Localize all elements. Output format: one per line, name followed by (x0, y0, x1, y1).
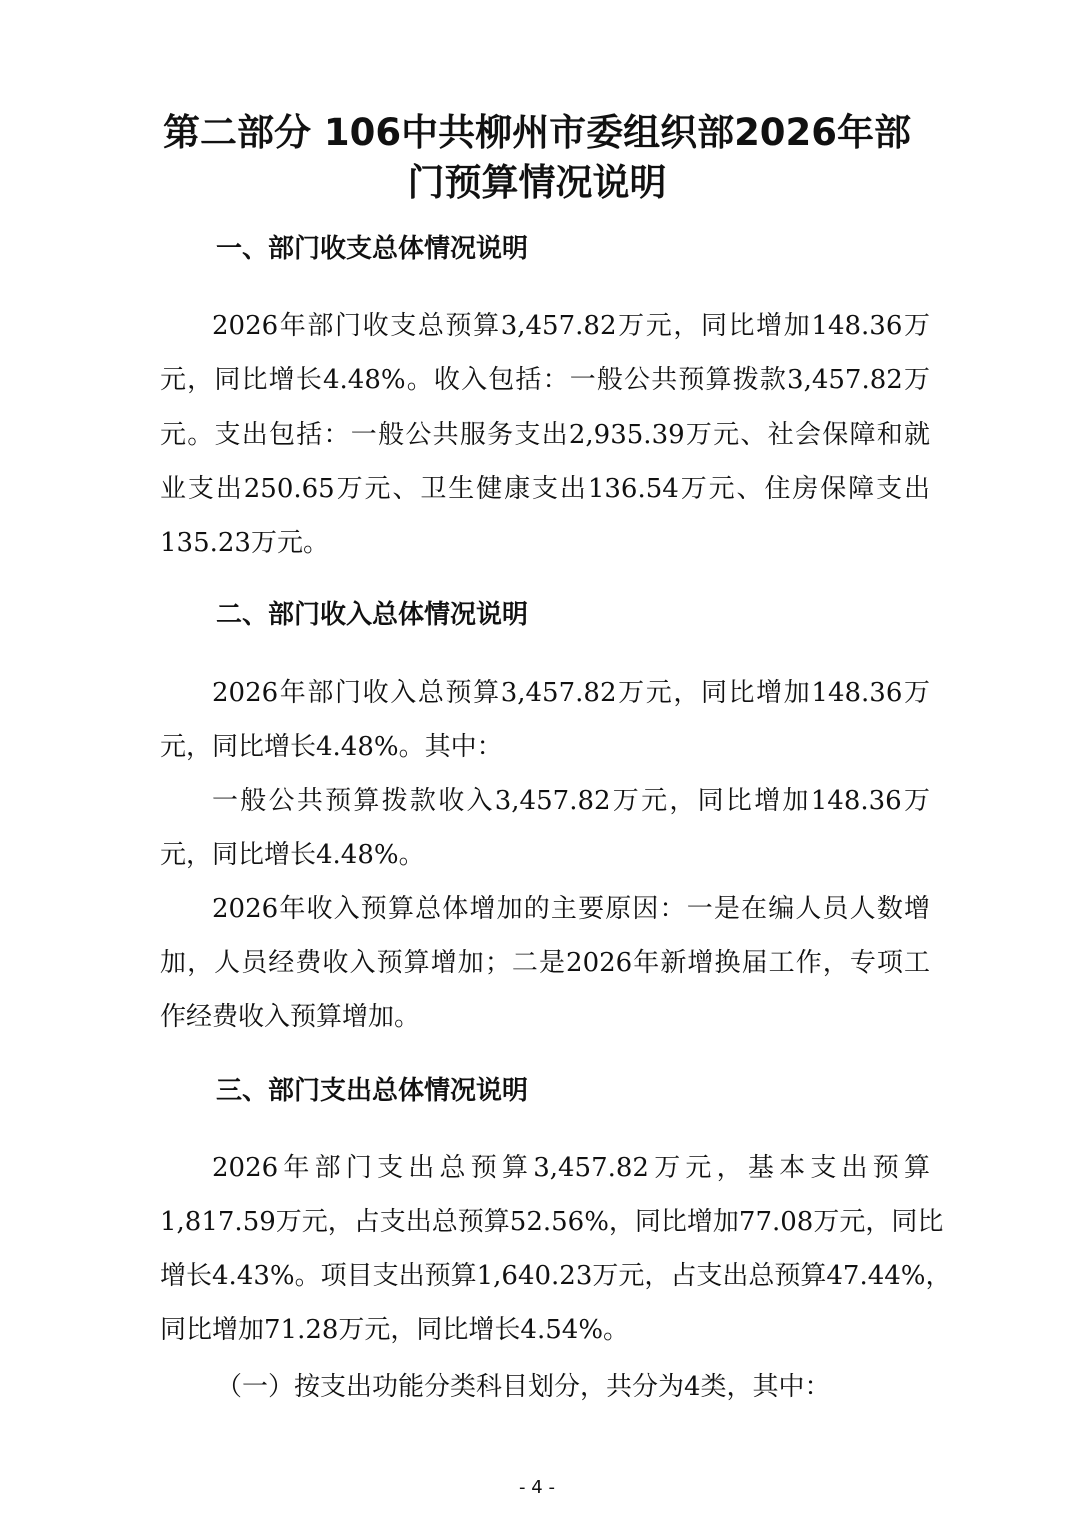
section2-line: 2026年部门收入总预算3,457.82万元，同比增加148.36万 (212, 678, 930, 708)
section3-line: 同比增加71.28万元，同比增长4.54%。 (160, 1315, 630, 1345)
page-title-line1: 第二部分 106中共柳州市委组织部2026年部 (162, 111, 912, 154)
section3-line: 增长4.43%。项目支出预算1,640.23万元，占支出总预算47.44%， (160, 1261, 952, 1291)
section3-line: 1,817.59万元，占支出总预算52.56%，同比增加77.08万元，同比 (160, 1207, 944, 1237)
section1-line: 135.23万元。 (160, 528, 329, 558)
section3-heading: 三、部门支出总体情况说明 (216, 1076, 529, 1106)
section2-line: 元，同比增长4.48%。 (160, 840, 425, 870)
section2-heading: 二、部门收入总体情况说明 (216, 600, 529, 630)
section2-line: 一般公共预算拨款收入3,457.82万元，同比增加148.36万 (212, 786, 930, 816)
section1-line: 业支出250.65万元、卫生健康支出136.54万元、住房保障支出 (160, 474, 930, 504)
section3-subheading: （一）按支出功能分类科目划分，共分为4类，其中： (216, 1372, 831, 1402)
section2-line: 加，人员经费收入预算增加；二是2026年新增换届工作，专项工 (160, 948, 930, 978)
page-title-line2: 门预算情况说明 (407, 161, 667, 204)
section2-line: 作经费收入预算增加。 (160, 1002, 421, 1032)
section1-line: 元。支出包括：一般公共服务支出2,935.39万元、社会保障和就 (160, 420, 930, 450)
section1-heading: 一、部门收支总体情况说明 (216, 234, 529, 264)
page-number: - 4 - (519, 1477, 555, 1498)
section2-line: 元，同比增长4.48%。其中： (160, 732, 503, 762)
section1-line: 2026年部门收支总预算3,457.82万元，同比增加148.36万 (212, 311, 930, 341)
section2-line: 2026年收入预算总体增加的主要原因：一是在编人员人数增 (212, 894, 930, 924)
section1-line: 元，同比增长4.48%。收入包括：一般公共预算拨款3,457.82万 (160, 365, 930, 395)
section3-line: 2026年部门支出总预算3,457.82万元，基本支出预算 (212, 1153, 930, 1183)
page-title (130, 108, 944, 208)
